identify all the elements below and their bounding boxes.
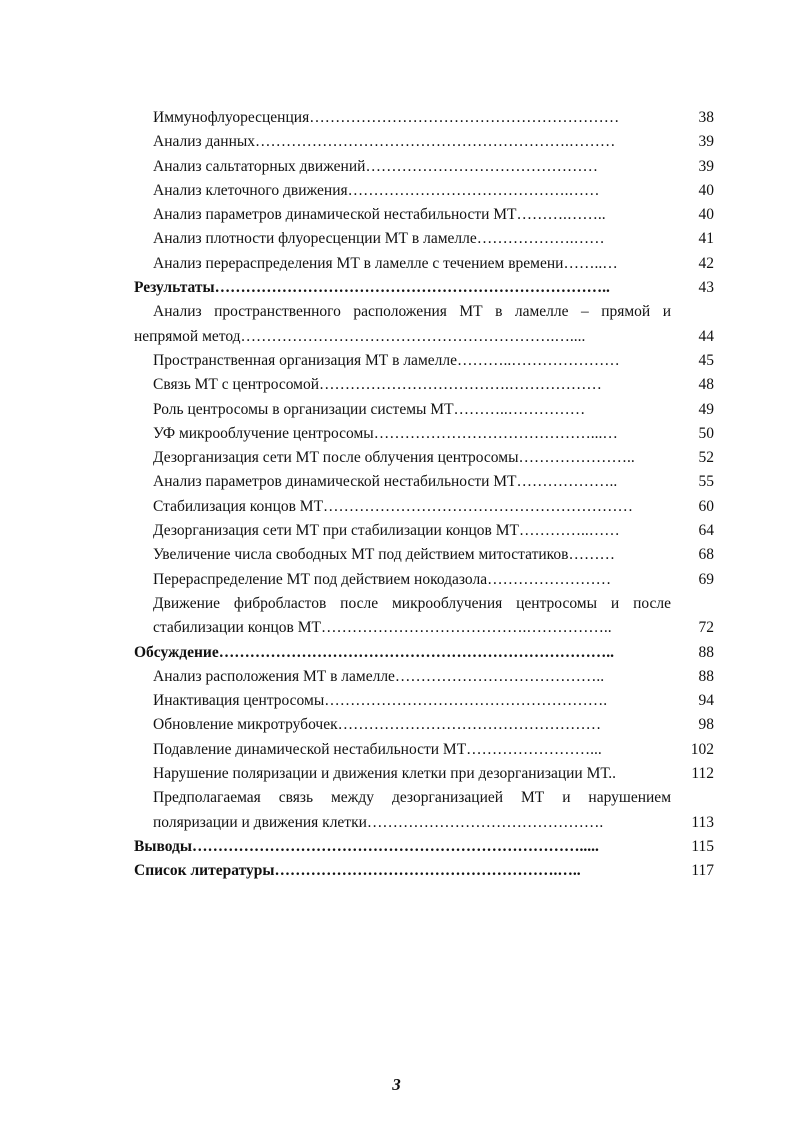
toc-entry-label: поляризации и движения клетки………………………………………. [153, 813, 604, 831]
page-number: 3 [392, 1075, 401, 1094]
toc-entry-page: 94 [698, 692, 714, 710]
toc-section-discussion [134, 641, 714, 665]
toc-entry [134, 568, 714, 592]
toc-entry-label: Анализ сальтаторных движений……………………………………… [153, 157, 598, 175]
toc-entry-page: 41 [698, 230, 714, 248]
toc-entry-label: Пространственная организация МТ в ламелле………..………………… [153, 351, 620, 369]
toc-entry-label: Анализ клеточного движения…………………………………….…… [153, 181, 600, 199]
toc-entry-label: непрямой метод…………………………………………………….….... [134, 327, 586, 345]
toc-entry-page: 39 [698, 133, 714, 151]
toc-entry-label: Инактивация центросомы………………………………………………. [153, 692, 608, 710]
toc-section-results [134, 276, 714, 300]
toc-entry [134, 665, 714, 689]
toc-entry-label: Дезорганизация сети МТ после облучения центросомы………………….. [153, 449, 635, 467]
toc-entry-label: Анализ перераспределения МТ в ламелле с течением времени……..… [153, 254, 618, 272]
toc-entry-label: Роль центросомы в организации системы МТ………..…………… [153, 400, 586, 418]
toc-entry-label: Анализ параметров динамической нестабильности МТ……….…….. [153, 206, 606, 224]
toc-entry [134, 519, 714, 543]
toc-entry-label: стабилизации концов МТ………………………………….…………….. [153, 619, 612, 637]
toc-entry [134, 422, 714, 446]
toc-entry-label: УФ микрооблучение центросомы……………………………………...… [153, 424, 618, 442]
toc-entry-label: Стабилизация концов МТ…………………………………………………… [153, 497, 634, 515]
toc-entry-page: 102 [690, 740, 714, 758]
toc-entry-page: 115 [691, 837, 714, 855]
toc-entry-label: Перераспределение МТ под действием нокодазола…………………… [153, 570, 612, 588]
toc-entry [134, 155, 714, 179]
toc-entry-page: 44 [698, 327, 714, 345]
toc-entry-label-line1: Предполагаемая связь между дезорганизацией МТ и нарушением [153, 789, 671, 807]
toc-section-label: Обсуждение………………………………………………………………….. [134, 643, 614, 661]
toc-entry [134, 300, 714, 349]
toc-entry [134, 786, 714, 835]
toc-entry [134, 762, 714, 786]
toc-entry-page: 88 [698, 667, 714, 685]
toc-entry-page: 40 [698, 181, 714, 199]
toc-section-label: Результаты………………………………………………………………….. [134, 279, 610, 297]
toc-entry [134, 446, 714, 470]
toc-entry-page: 68 [698, 546, 714, 564]
toc-entry [134, 106, 714, 130]
toc-entry-page: 45 [698, 351, 714, 369]
toc-entry [134, 227, 714, 251]
toc-section-conclusions [134, 835, 714, 859]
toc-entry-page: 48 [698, 376, 714, 394]
toc-entry [134, 373, 714, 397]
toc-entry-label: Анализ данных…………………………………………………….……… [153, 133, 616, 151]
toc-entry [134, 713, 714, 737]
toc-entry-page: 98 [698, 716, 714, 734]
toc-entry [134, 470, 714, 494]
toc-entry-page: 38 [698, 109, 714, 126]
toc-entry-page: 88 [698, 643, 714, 661]
toc-entry-label: Анализ расположения МТ в ламелле………………………………….. [153, 667, 605, 685]
toc-entry-label: Иммунофлуоресценция…………………………………………………… [153, 109, 620, 126]
toc-entry-label: Увеличение числа свободных МТ под действием митостатиков……… [153, 546, 615, 564]
toc-entry-label: Анализ плотности флуоресценции МТ в ламелле……………….…… [153, 230, 605, 248]
toc-entry [134, 252, 714, 276]
toc-entry-label: Дезорганизация сети МТ при стабилизации концов МТ…………..…… [153, 522, 620, 540]
toc-entry [134, 130, 714, 154]
toc-entry-label-line1: Анализ пространственного расположения МТ в ламелле – прямой и [153, 303, 671, 321]
toc-entry-label: Нарушение поляризации и движения клетки при дезорганизации МТ.. [153, 765, 617, 783]
toc-entry [134, 203, 714, 227]
toc-section-label: Список литературы……………………………………………….….. [134, 862, 581, 880]
toc-entry-page: 72 [698, 619, 714, 637]
toc-section-label: Выводы…………………………………………………………………..... [134, 837, 599, 855]
toc-entry-page: 60 [698, 497, 714, 515]
toc-entry-page: 50 [698, 424, 714, 442]
toc-entry-label: Связь МТ с центросомой……………………………….……………… [153, 376, 602, 394]
toc-entry-label: Обновление микротрубочек…………………………………………… [153, 716, 602, 734]
toc-entry-page: 49 [698, 400, 714, 418]
toc-entry [134, 349, 714, 373]
toc-entry-page: 69 [698, 570, 714, 588]
toc-entry [134, 495, 714, 519]
table-of-contents [134, 106, 714, 884]
toc-entry-page: 52 [698, 449, 714, 467]
toc-entry [134, 543, 714, 567]
toc-entry-page: 64 [698, 522, 714, 540]
toc-entry [134, 592, 714, 641]
toc-entry-page: 117 [691, 862, 714, 880]
toc-entry-page: 55 [698, 473, 714, 491]
toc-entry [134, 689, 714, 713]
toc-entry-label: Анализ параметров динамической нестабильности МТ……………….. [153, 473, 618, 491]
toc-entry [134, 398, 714, 422]
toc-entry-page: 112 [691, 765, 714, 783]
toc-entry-label-line1: Движение фибробластов после микрооблучения центросомы и после [153, 594, 671, 612]
toc-entry-page: 113 [691, 813, 714, 831]
toc-section-references [134, 859, 714, 883]
toc-entry [134, 738, 714, 762]
toc-entry-page: 39 [698, 157, 714, 175]
toc-entry-page: 40 [698, 206, 714, 224]
toc-entry-page: 43 [698, 279, 714, 297]
toc-entry-page: 42 [698, 254, 714, 272]
toc-entry [134, 179, 714, 203]
toc-entry-label: Подавление динамической нестабильности МТ……………………... [153, 740, 602, 758]
